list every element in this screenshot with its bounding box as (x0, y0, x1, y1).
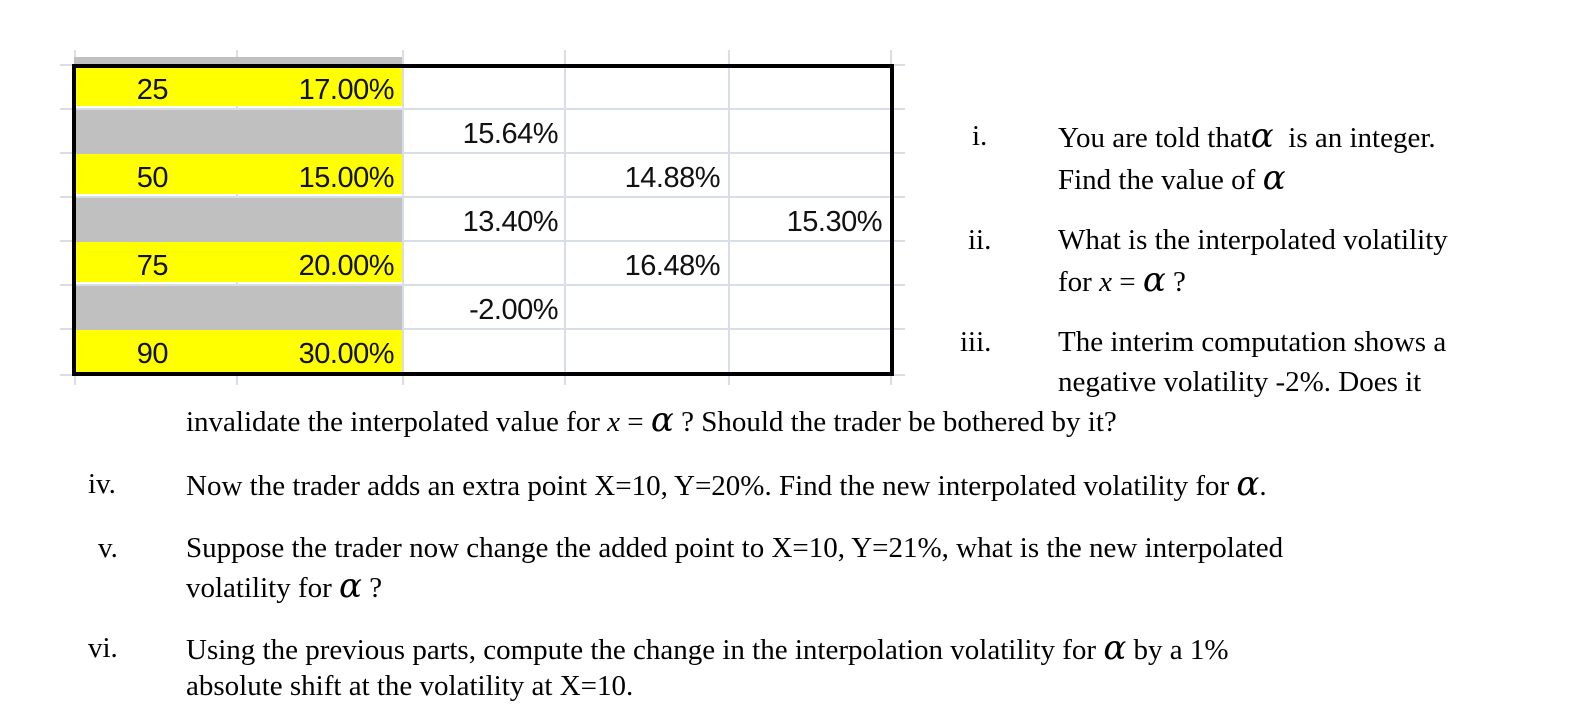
question-text (186, 628, 1229, 670)
equals-sign: = (1119, 266, 1136, 298)
question-text (1058, 116, 1436, 158)
text-span: volatility for (186, 572, 332, 604)
question-text (1058, 260, 1186, 302)
question-number: vi. (88, 632, 118, 664)
text-span: Find the value of (1058, 164, 1256, 196)
table-cell[interactable]: 17.00% (176, 66, 402, 106)
question-text (1058, 158, 1286, 200)
question-number: i. (972, 120, 988, 152)
question-text: absolute shift at the volatility at X=10. (186, 670, 634, 702)
text-span: ? (369, 572, 383, 604)
table-cell[interactable]: 50 (74, 154, 176, 194)
question-text: The interim computation shows a (1058, 326, 1447, 358)
x-variable: x (607, 406, 621, 438)
question-text: Suppose the trader now change the added point to X=10, Y=21%, what is the new interpolated (186, 532, 1284, 564)
x-variable: x (1099, 266, 1112, 298)
table-border (72, 64, 894, 376)
text-span: Using the previous parts, compute the change in the interpolation volatility for (186, 634, 1097, 666)
alpha-symbol: α (1250, 116, 1274, 156)
alpha-symbol: α (1142, 260, 1166, 300)
table-cell[interactable]: 20.00% (176, 242, 402, 282)
spreadsheet-table (0, 0, 910, 390)
table-cell[interactable]: 30.00% (176, 330, 402, 372)
table-cell[interactable]: 90 (74, 330, 176, 372)
alpha-symbol: α (650, 400, 674, 440)
equals-sign: = (627, 406, 644, 438)
alpha-symbol: α (1236, 464, 1260, 504)
table-cell[interactable]: -2.00% (469, 294, 558, 326)
text-span: ? Should the trader be bothered by it? (681, 406, 1117, 438)
table-cell[interactable]: 15.30% (786, 206, 882, 238)
question-text (186, 566, 382, 608)
question-number: ii. (968, 224, 992, 256)
question-text: negative volatility -2%. Does it (1058, 366, 1422, 398)
text-span: ? (1173, 266, 1186, 298)
text-span: . (1259, 470, 1267, 502)
text-span: is an integer. (1288, 122, 1436, 154)
table-cell[interactable]: 14.88% (624, 162, 720, 194)
table-cell[interactable]: 15.64% (462, 118, 558, 150)
alpha-symbol: α (1262, 158, 1286, 198)
table-cell[interactable]: 16.48% (624, 250, 720, 282)
question-number: iv. (88, 468, 116, 500)
question-text: What is the interpolated volatility (1058, 224, 1448, 256)
text-span: by a 1% (1133, 634, 1229, 666)
question-text (186, 400, 1117, 442)
alpha-symbol: α (339, 566, 362, 606)
question-number: iii. (960, 326, 992, 358)
table-cell[interactable]: 13.40% (462, 206, 558, 238)
text-span: for (1058, 266, 1092, 298)
text-span: Now the trader adds an extra point X=10, Y=20%. Find the new interpolated volatility for (186, 470, 1230, 502)
text-span: You are told that (1058, 122, 1251, 154)
question-number: v. (98, 532, 118, 564)
text-span: invalidate the interpolated value for (186, 406, 600, 438)
alpha-symbol: α (1103, 628, 1127, 668)
table-cell[interactable]: 25 (74, 66, 176, 106)
table-cell[interactable]: 75 (74, 242, 176, 282)
question-text (186, 464, 1267, 506)
table-cell[interactable]: 15.00% (176, 154, 402, 194)
